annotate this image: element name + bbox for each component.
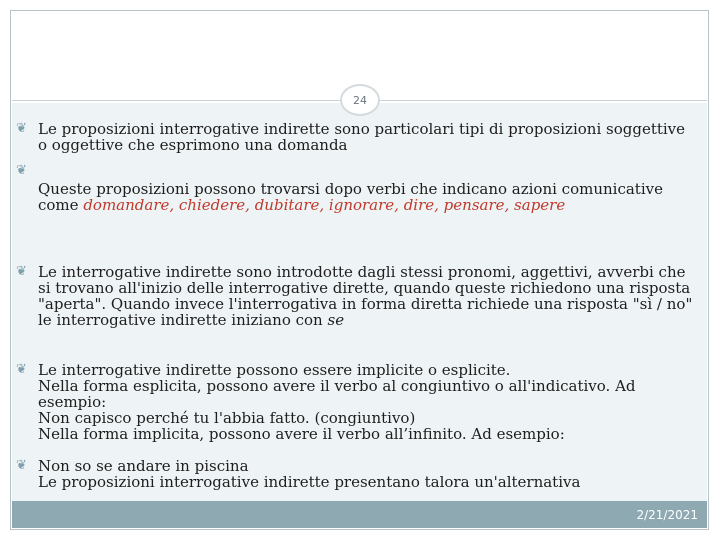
slide-footer — [12, 501, 707, 528]
example-line-2: Le proposizioni interrogative indirette presentano talora un'alternativa — [38, 473, 581, 491]
slide-date: 2/21/2021 — [636, 508, 698, 522]
paragraph-definition: Le proposizioni interrogative indirette sono particolari tipi di proposizioni soggettive o oggettive che esprimono una domanda — [38, 120, 686, 154]
forms-line-1: Le interrogative indirette possono essere implicite o esplicite. — [38, 361, 511, 379]
forms-line-2: Nella forma esplicita, possono avere il verbo al congiuntivo o all'indicativo. Ad esempio: — [38, 377, 636, 411]
slide-number: 24 — [340, 84, 380, 116]
paragraph-example — [38, 458, 698, 490]
example-line-1: Non so se andare in piscina — [38, 457, 249, 475]
paragraph-introduction-text: Le interrogative indirette sono introdotte dagli stessi pronomi, aggettivi, avverbi che si trovano all'inizio delle interrogative dirette, quando queste richiedono una risposta "aperta". Quando invece l'interrogativa in forma diretta richiede una risposta "sì / no" le interrogative indirette iniziano con — [38, 263, 693, 329]
se-emphasis: se — [327, 311, 345, 329]
bullet-icon: ❦ — [16, 121, 27, 136]
paragraph-verbs — [38, 181, 698, 213]
bullet-icon: ❦ — [16, 163, 27, 178]
paragraph-forms — [38, 362, 698, 442]
paragraph-introduction — [38, 264, 698, 328]
bullet-icon: ❦ — [16, 458, 27, 473]
verbs-emphasis: domandare, chiedere, dubitare, ignorare, dire, pensare, sapere — [83, 196, 566, 214]
bullet-icon: ❦ — [16, 362, 27, 377]
forms-line-4: Nella forma implicita, possono avere il verbo all’infinito. Ad esempio: — [38, 425, 565, 443]
bullet-icon: ❦ — [16, 264, 27, 279]
paragraph-verbs-text: Queste proposizioni possono trovarsi dopo verbi che indicano azioni comunicative come — [38, 180, 663, 214]
forms-line-3: Non capisco perché tu l'abbia fatto. (congiuntivo) — [38, 409, 416, 427]
